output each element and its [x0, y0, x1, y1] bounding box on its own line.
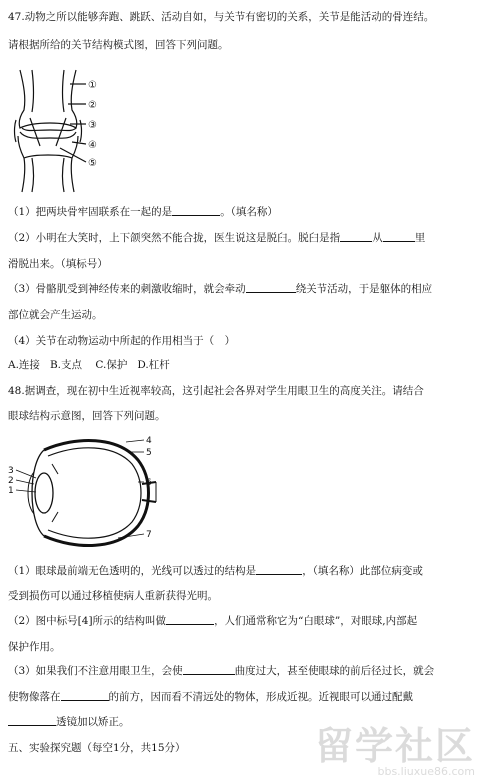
joint-label-5: ⑤: [88, 158, 97, 169]
q48-sub2: （2）图中标号[4]所示的结构叫做 ，人们通常称它为“白眼球”，对眼球,内部起: [8, 615, 418, 627]
q48-intro-line2: 眼球结构示意图，回答下列问题。: [8, 410, 166, 422]
eye-label-4: 4: [146, 436, 152, 446]
joint-label-3: ③: [88, 120, 97, 131]
q48-sub2-cont: 保护作用。: [8, 641, 61, 653]
eye-label-6: 6: [146, 478, 152, 488]
q47-intro-line1: 47.动物之所以能够奔跑、跳跃、活动自如，与关节有密切的关系，关节是能活动的骨连结。: [8, 11, 435, 23]
answer-blank[interactable]: [340, 231, 372, 242]
joint-label-1: ①: [88, 80, 97, 91]
q48-sub3: （3）如果我们不注意用眼卫生，会使 曲度过大，甚至使眼球的前后径过长，就会: [8, 665, 435, 677]
q48-intro-line1: 48.据调查，现在初中生近视率较高，这引起社会各界对学生用眼卫生的高度关注。请结合: [8, 385, 424, 397]
eye-label-2: 2: [8, 476, 14, 486]
option-d[interactable]: D.杠杆: [137, 359, 170, 371]
q47-sub3-cont: 部位就会产生运动。: [8, 309, 103, 321]
q47-sub3: （3）骨骼肌受到神经传来的刺激收缩时，就会牵动 绕关节活动，于是躯体的相应: [8, 283, 433, 295]
q47-intro-line2: 请根据所给的关节结构模式图，回答下列问题。: [8, 39, 229, 51]
answer-blank[interactable]: [383, 231, 415, 242]
answer-blank[interactable]: [256, 564, 302, 575]
eyeball-structure-diagram: [6, 434, 166, 556]
answer-blank[interactable]: [172, 205, 220, 216]
eye-label-5: 5: [146, 448, 152, 458]
q48-sub3-cont: 使物像落在 的前方，因而看不清远处的物体，形成近视。近视眼可以通过配戴: [8, 691, 413, 703]
q47-sub4: （4）关节在动物运动中所起的作用相当于（ ）: [8, 335, 236, 347]
watermark: [315, 726, 475, 778]
watermark-logo-text: 留学社区: [314, 724, 475, 768]
option-a[interactable]: A.连接: [8, 359, 40, 371]
q47-options: [8, 358, 170, 372]
joint-label-4: ④: [88, 140, 97, 151]
eye-label-3: 3: [8, 466, 14, 476]
q48-sub3-cont2: 透镜加以矫正。: [8, 715, 130, 729]
q47-sub2: （2）小明在大笑时，上下颌突然不能合拢，医生说这是脱臼。脱臼是指 从 里: [8, 232, 426, 244]
option-b[interactable]: B.支点: [49, 359, 82, 371]
answer-blank[interactable]: [183, 664, 235, 675]
answer-blank[interactable]: [166, 614, 214, 625]
answer-blank[interactable]: [8, 715, 56, 726]
q48-sub1-cont: 受到损伤可以通过移植使病人重新获得光明。: [8, 590, 218, 602]
joint-label-2: ②: [88, 100, 97, 111]
option-c[interactable]: C.保护: [95, 359, 128, 371]
answer-blank[interactable]: [61, 690, 109, 701]
q48-sub1: （1）眼球最前端无色透明的，光线可以透过的结构是 ，（填名称）此部位病变或: [8, 565, 423, 577]
eye-label-7: 7: [146, 530, 152, 540]
joint-structure-diagram: [10, 66, 105, 194]
section5-heading: 五、实验探究题（每空1分，共15分）: [8, 742, 186, 754]
watermark-url: bbs.liuxue86.com: [377, 765, 475, 778]
eye-label-1: 1: [8, 486, 14, 496]
q47-sub2-cont: 滑脱出来。（填标号）: [8, 258, 108, 270]
q47-sub1: （1）把两块骨牢固联系在一起的是 。（填名称）: [8, 206, 278, 218]
answer-blank[interactable]: [246, 282, 296, 293]
